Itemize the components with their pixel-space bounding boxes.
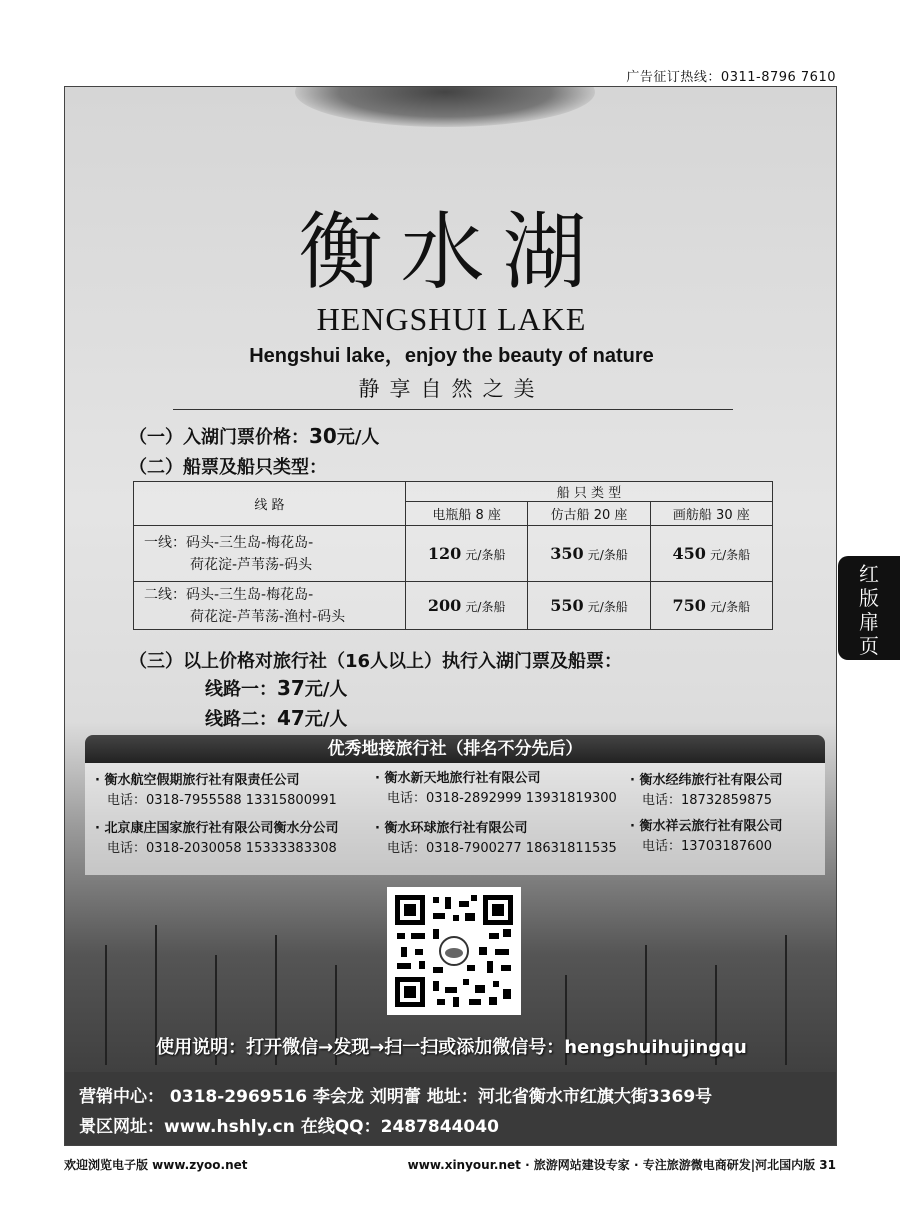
title-english: HENGSHUI LAKE [316,301,587,337]
agency-item: · 衡水经纬旅行社有限公司 电话：18732859875 [630,773,783,808]
route-cell: 一线：码头-三生岛-梅花岛- 荷花淀-芦苇荡-码头 [134,526,406,582]
page-footer-right: www.xinyour.net · 旅游网站建设专家 · 专注旅游微电商研发|河北国内版 31 [407,1158,836,1172]
fare-table [133,481,773,630]
boat-type: 画舫船 30 座 [650,502,772,526]
ad-hotline: 广告征订热线：0311-8796 7610 [626,70,836,85]
advertisement-frame [64,86,837,1146]
divider [173,409,733,410]
website-qq: 景区网址：www.hshly.cn 在线QQ：2487844040 [79,1117,499,1137]
agency-item: · 衡水祥云旅行社有限公司 电话：13703187600 [630,819,783,854]
agency-item: · 衡水环球旅行社有限公司 电话：0318-7900277 18631811535 [375,821,617,856]
boat-type: 仿古船 20 座 [528,502,650,526]
route-cell: 二线：码头-三生岛-梅花岛- 荷花淀-芦苇荡-渔村-码头 [134,582,406,630]
agency-item: · 北京康庄国家旅行社有限公司衡水分公司 电话：0318-2030058 15333383308 [95,821,339,856]
agencies-title: 优秀地接旅行社（排名不分先后） [85,735,825,763]
agency-item: · 衡水航空假期旅行社有限责任公司 电话：0318-7955588 13315800991 [95,773,337,808]
table-row: 一线：码头-三生岛-梅花岛- 荷花淀-芦苇荡-码头 120 元/条船 350 元/条船 450 元/条船 [134,526,773,582]
agency-item: · 衡水新天地旅行社有限公司 电话：0318-2892999 13931819300 [375,771,617,806]
group-price-line2: 线路二：47元/人 [205,706,348,730]
boat-section-title: （二）船票及船只类型： [129,457,327,478]
slogan-english: Hengshui lake，enjoy the beauty of nature [249,345,654,367]
boat-type: 电瓶船 8 座 [406,502,528,526]
page-footer-left: 欢迎浏览电子版 www.zyoo.net [64,1158,248,1172]
wechat-qr-code[interactable] [387,887,521,1015]
slogan-chinese: 静享自然之美 [358,377,545,401]
group-price-title: （三）以上价格对旅行社（16人以上）执行入湖门票及船票： [129,651,623,672]
agencies-list [85,763,825,875]
group-price-line1: 线路一：37元/人 [205,676,348,700]
marketing-contact: 营销中心： 0318-2969516 李会龙 刘明蕾 地址：河北省衡水市红旗大街3369号 [79,1087,713,1107]
title-chinese: 衡水湖 [298,203,605,301]
cloud-decoration [295,86,595,127]
table-row: 二线：码头-三生岛-梅花岛- 荷花淀-芦苇荡-渔村-码头 200 元/条船 550 元/条船 750 元/条船 [134,582,773,630]
route-header: 线 路 [134,482,406,526]
contact-footer [65,1072,837,1146]
section-tab: 红 版 扉 页 [838,556,900,660]
ticket-price: （一）入湖门票价格：30元/人 [129,424,380,448]
boat-header: 船 只 类 型 [406,482,773,502]
usage-instructions: 使用说明：打开微信→发现→扫一扫或添加微信号：hengshuihujingqu [156,1037,747,1058]
qr-code-icon [393,893,515,1009]
